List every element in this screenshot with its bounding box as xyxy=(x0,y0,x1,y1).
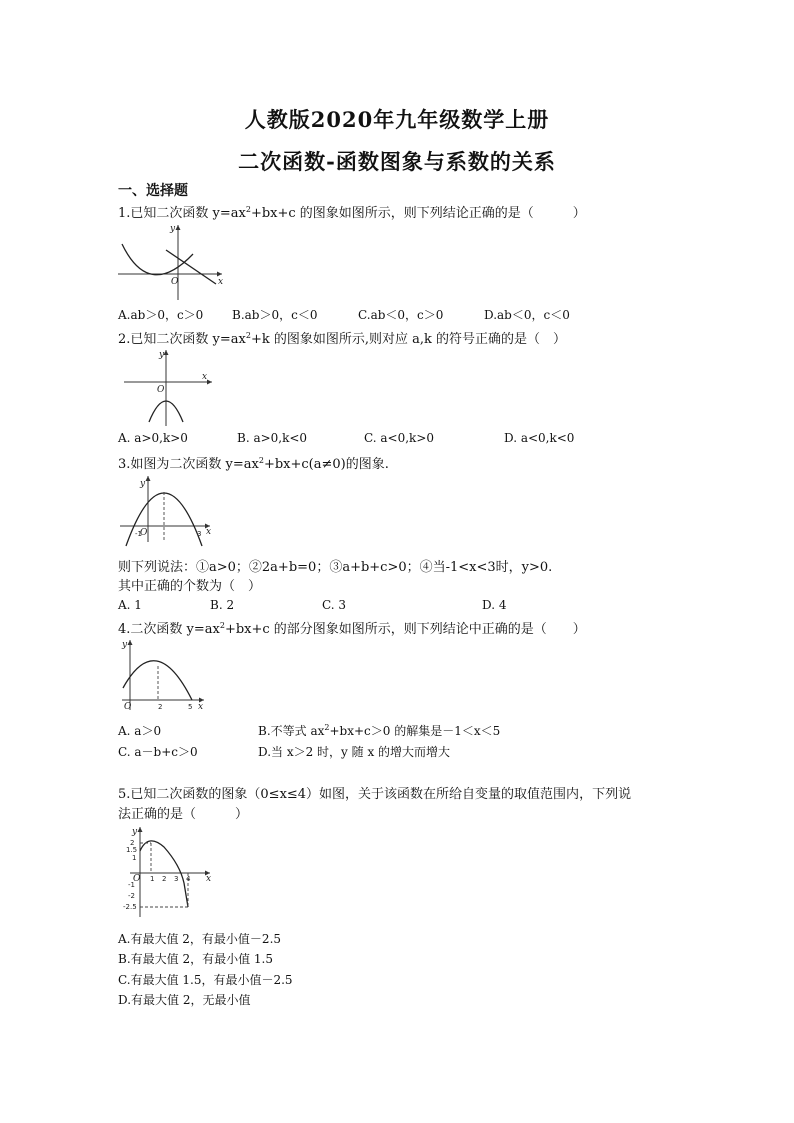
q5-y-arrow xyxy=(138,827,143,832)
document-title: 人教版2020年九年级数学上册 xyxy=(244,107,550,132)
question-2-option-d[interactable]: D. a<0,k<0 xyxy=(504,431,575,445)
question-1-option-d[interactable]: D.ab＜0，c＜0 xyxy=(484,308,570,322)
question-3-option-d[interactable]: D. 4 xyxy=(482,598,507,612)
document-subtitle: 二次函数-函数图象与系数的关系 xyxy=(238,149,556,174)
question-5-option-a[interactable]: A.有最大值 2，有最小值－2.5 xyxy=(118,932,282,946)
q1-y-label: y xyxy=(170,224,176,234)
question-5-option-b[interactable]: B.有最大值 2，有最小值 1.5 xyxy=(118,952,273,966)
q3-y-label: y xyxy=(140,479,146,489)
question-2-figure xyxy=(120,348,220,428)
q5-xtick-1: 1 xyxy=(150,875,155,883)
q3-tick-3: 3 xyxy=(197,530,202,538)
q5-xtick-3: 3 xyxy=(174,875,179,883)
q1-x-label: x xyxy=(218,277,224,287)
q5-ytick-minus1: -1 xyxy=(128,881,135,889)
section-heading: 一、选择题 xyxy=(118,183,188,199)
q2-y-label: y xyxy=(159,350,165,360)
question-4-figure xyxy=(120,638,210,712)
question-5-figure xyxy=(118,825,218,921)
q2-x-label: x xyxy=(202,372,208,382)
question-2-stem: 2.已知二次函数 $y=ax^2+k$ 的图象如图所示,则对应 a,k 的符号正确的是（ ） xyxy=(118,331,567,347)
q4-origin-label: O xyxy=(124,702,132,712)
question-4-stem: 4.二次函数 $y=ax^2+bx+c$ 的部分图象如图所示，则下列结论中正确的是（ ） xyxy=(118,621,586,637)
question-4-option-c[interactable]: C. a－b+c＞0 xyxy=(118,745,198,759)
question-1-stem: 1.已知二次函数 $y=ax^2+bx+c$ 的图象如图所示，则下列结论正确的是（ ） xyxy=(118,205,586,221)
q3-x-label: x xyxy=(206,527,212,537)
question-1-figure xyxy=(118,222,228,302)
q5-ytick-2: 2 xyxy=(130,839,135,847)
q5-xtick-4: 4 xyxy=(186,875,191,883)
question-3-option-c[interactable]: C. 3 xyxy=(322,598,347,612)
q4-tick-5: 5 xyxy=(188,703,193,711)
q5-xtick-2: 2 xyxy=(162,875,167,883)
question-3-stem: 3.如图为二次函数 $y=ax^2+bx+c(a\ne 0)$的图象. xyxy=(118,456,389,472)
question-2-option-c[interactable]: C. a<0,k>0 xyxy=(364,431,435,445)
question-4-option-d[interactable]: D.当 x＞2 时，y 随 x 的增大而增大 xyxy=(258,745,451,759)
question-5-stem-line1: 5.已知二次函数的图象（0≤x≤4）如图，关于该函数在所给自变量的取值范围内，下列说 xyxy=(118,787,632,802)
q4-parabola xyxy=(123,661,192,700)
question-3-option-b[interactable]: B. 2 xyxy=(210,598,235,612)
question-2-option-b[interactable]: B. a>0,k<0 xyxy=(237,431,308,445)
question-1-option-b[interactable]: B.ab＞0，c＜0 xyxy=(232,308,318,322)
q5-ytick-minus2: -2 xyxy=(128,892,135,900)
question-5-option-d[interactable]: D.有最大值 2，无最小值 xyxy=(118,993,251,1007)
q5-parabola xyxy=(140,841,188,907)
q4-x-label: x xyxy=(198,702,204,712)
q5-ytick-1: 1 xyxy=(132,854,137,862)
question-4-option-b[interactable]: B.不等式 $ax^2+bx+c>0$ 的解集是－1＜x＜5 xyxy=(258,723,501,738)
question-1-option-a[interactable]: A.ab＞0，c＞0 xyxy=(118,308,204,322)
question-3-option-a[interactable]: A. 1 xyxy=(118,598,142,612)
q2-x-arrow xyxy=(207,380,212,385)
q1-x-arrow xyxy=(217,272,222,277)
q1-parabola xyxy=(122,244,193,275)
q4-tick-2: 2 xyxy=(158,703,163,711)
question-1-option-c[interactable]: C.ab＜0，c＞0 xyxy=(358,308,444,322)
question-3-statements: 则下列说法：①a>0；②2a+b=0；③a+b+c>0；④当-1<x<3时，y>0. xyxy=(118,560,553,575)
q1-y-arrow xyxy=(176,225,181,230)
q5-origin-label: O xyxy=(133,874,141,884)
q5-y-label: y xyxy=(132,827,138,837)
question-3-figure xyxy=(118,474,218,548)
q5-ytick-1.5: 1.5 xyxy=(126,846,138,854)
q4-y-arrow xyxy=(128,640,133,645)
question-4-option-a[interactable]: A. a＞0 xyxy=(118,724,162,738)
q3-y-arrow xyxy=(146,476,151,481)
q3-tick-minus1: -1 xyxy=(135,530,142,538)
q2-y-arrow xyxy=(164,350,169,355)
q1-origin-label: O xyxy=(171,277,179,287)
question-5-option-c[interactable]: C.有最大值 1.5，有最小值－2.5 xyxy=(118,973,293,987)
question-5-stem-line2: 法正确的是（ ） xyxy=(118,807,249,822)
q5-x-label: x xyxy=(206,874,212,884)
q4-y-label: y xyxy=(122,640,128,650)
question-3-prompt: 其中正确的个数为（ ） xyxy=(118,579,262,594)
q3-origin-label: O xyxy=(140,528,148,538)
q5-ytick-minus2.5: -2.5 xyxy=(123,903,137,911)
question-2-option-a[interactable]: A. a>0,k>0 xyxy=(118,431,188,445)
q2-origin-label: O xyxy=(157,385,165,395)
